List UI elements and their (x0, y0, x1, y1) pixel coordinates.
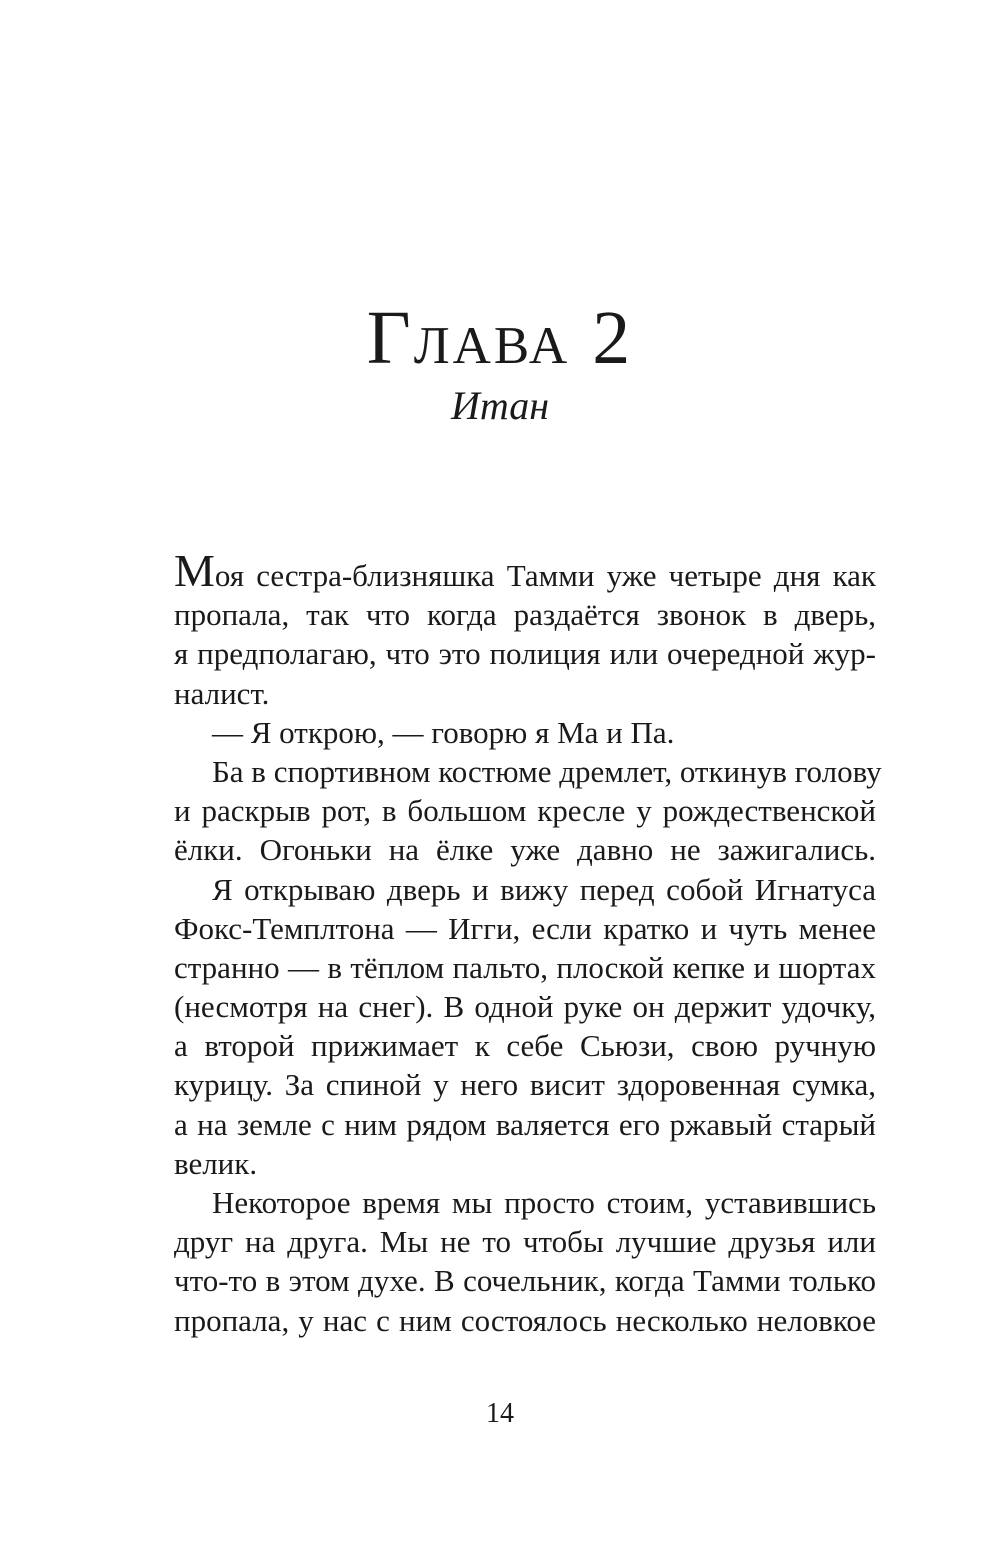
chapter-title: Глава 2 (366, 296, 634, 380)
body-line: Ба в спортивном костюме дремлет, откинув голову (212, 753, 882, 789)
body-line: странно — в тёплом пальто, плоской кепке и шортах (174, 949, 876, 985)
body-line: а второй прижимает к себе Сьюзи, свою ручную (174, 1028, 876, 1064)
body-line: Я открываю дверь и вижу перед собой Игнатуса (212, 871, 876, 907)
body-line: — Я открою, — говорю я Ма и Па. (212, 714, 675, 750)
body-line: курицу. За спиной у него висит здоровенная сумка, (174, 1067, 876, 1103)
body-line: пропала, так что когда раздаётся звонок в дверь, (174, 597, 876, 633)
body-line: и раскрыв рот, в большом кресле у рождественской (174, 793, 876, 829)
body-line: а на земле с ним рядом валяется его ржавый старый (174, 1106, 876, 1142)
body-line: друг на друга. Мы не то чтобы лучшие друзья или (174, 1224, 876, 1260)
body-line: (несмотря на снег). В одной руке он держит удочку, (174, 989, 876, 1025)
chapter-body (174, 545, 882, 1340)
body-line: Фокс-Темплтона — Игги, если кратко и чуть менее (174, 910, 876, 946)
page-number: 14 (486, 1398, 514, 1429)
body-line: налист. (174, 675, 270, 711)
body-line: ёлки. Огоньки на ёлке уже давно не зажигались. (174, 832, 876, 868)
body-line: что-то в этом духе. В сочельник, когда Тамми только (174, 1263, 876, 1299)
drop-cap: М (174, 545, 215, 596)
chapter-subtitle: Итан (450, 383, 550, 428)
body-line: велик. (174, 1145, 258, 1181)
body-line: я предполагаю, что это полиция или очередной жур- (174, 636, 876, 672)
body-line: пропала, у нас с ним состоялось несколько неловкое (174, 1302, 876, 1338)
body-line: Некоторое время мы просто стоим, уставившись (212, 1185, 876, 1220)
body-line: Моя сестра-близняшка Тамми уже четыре дня как (174, 545, 876, 596)
